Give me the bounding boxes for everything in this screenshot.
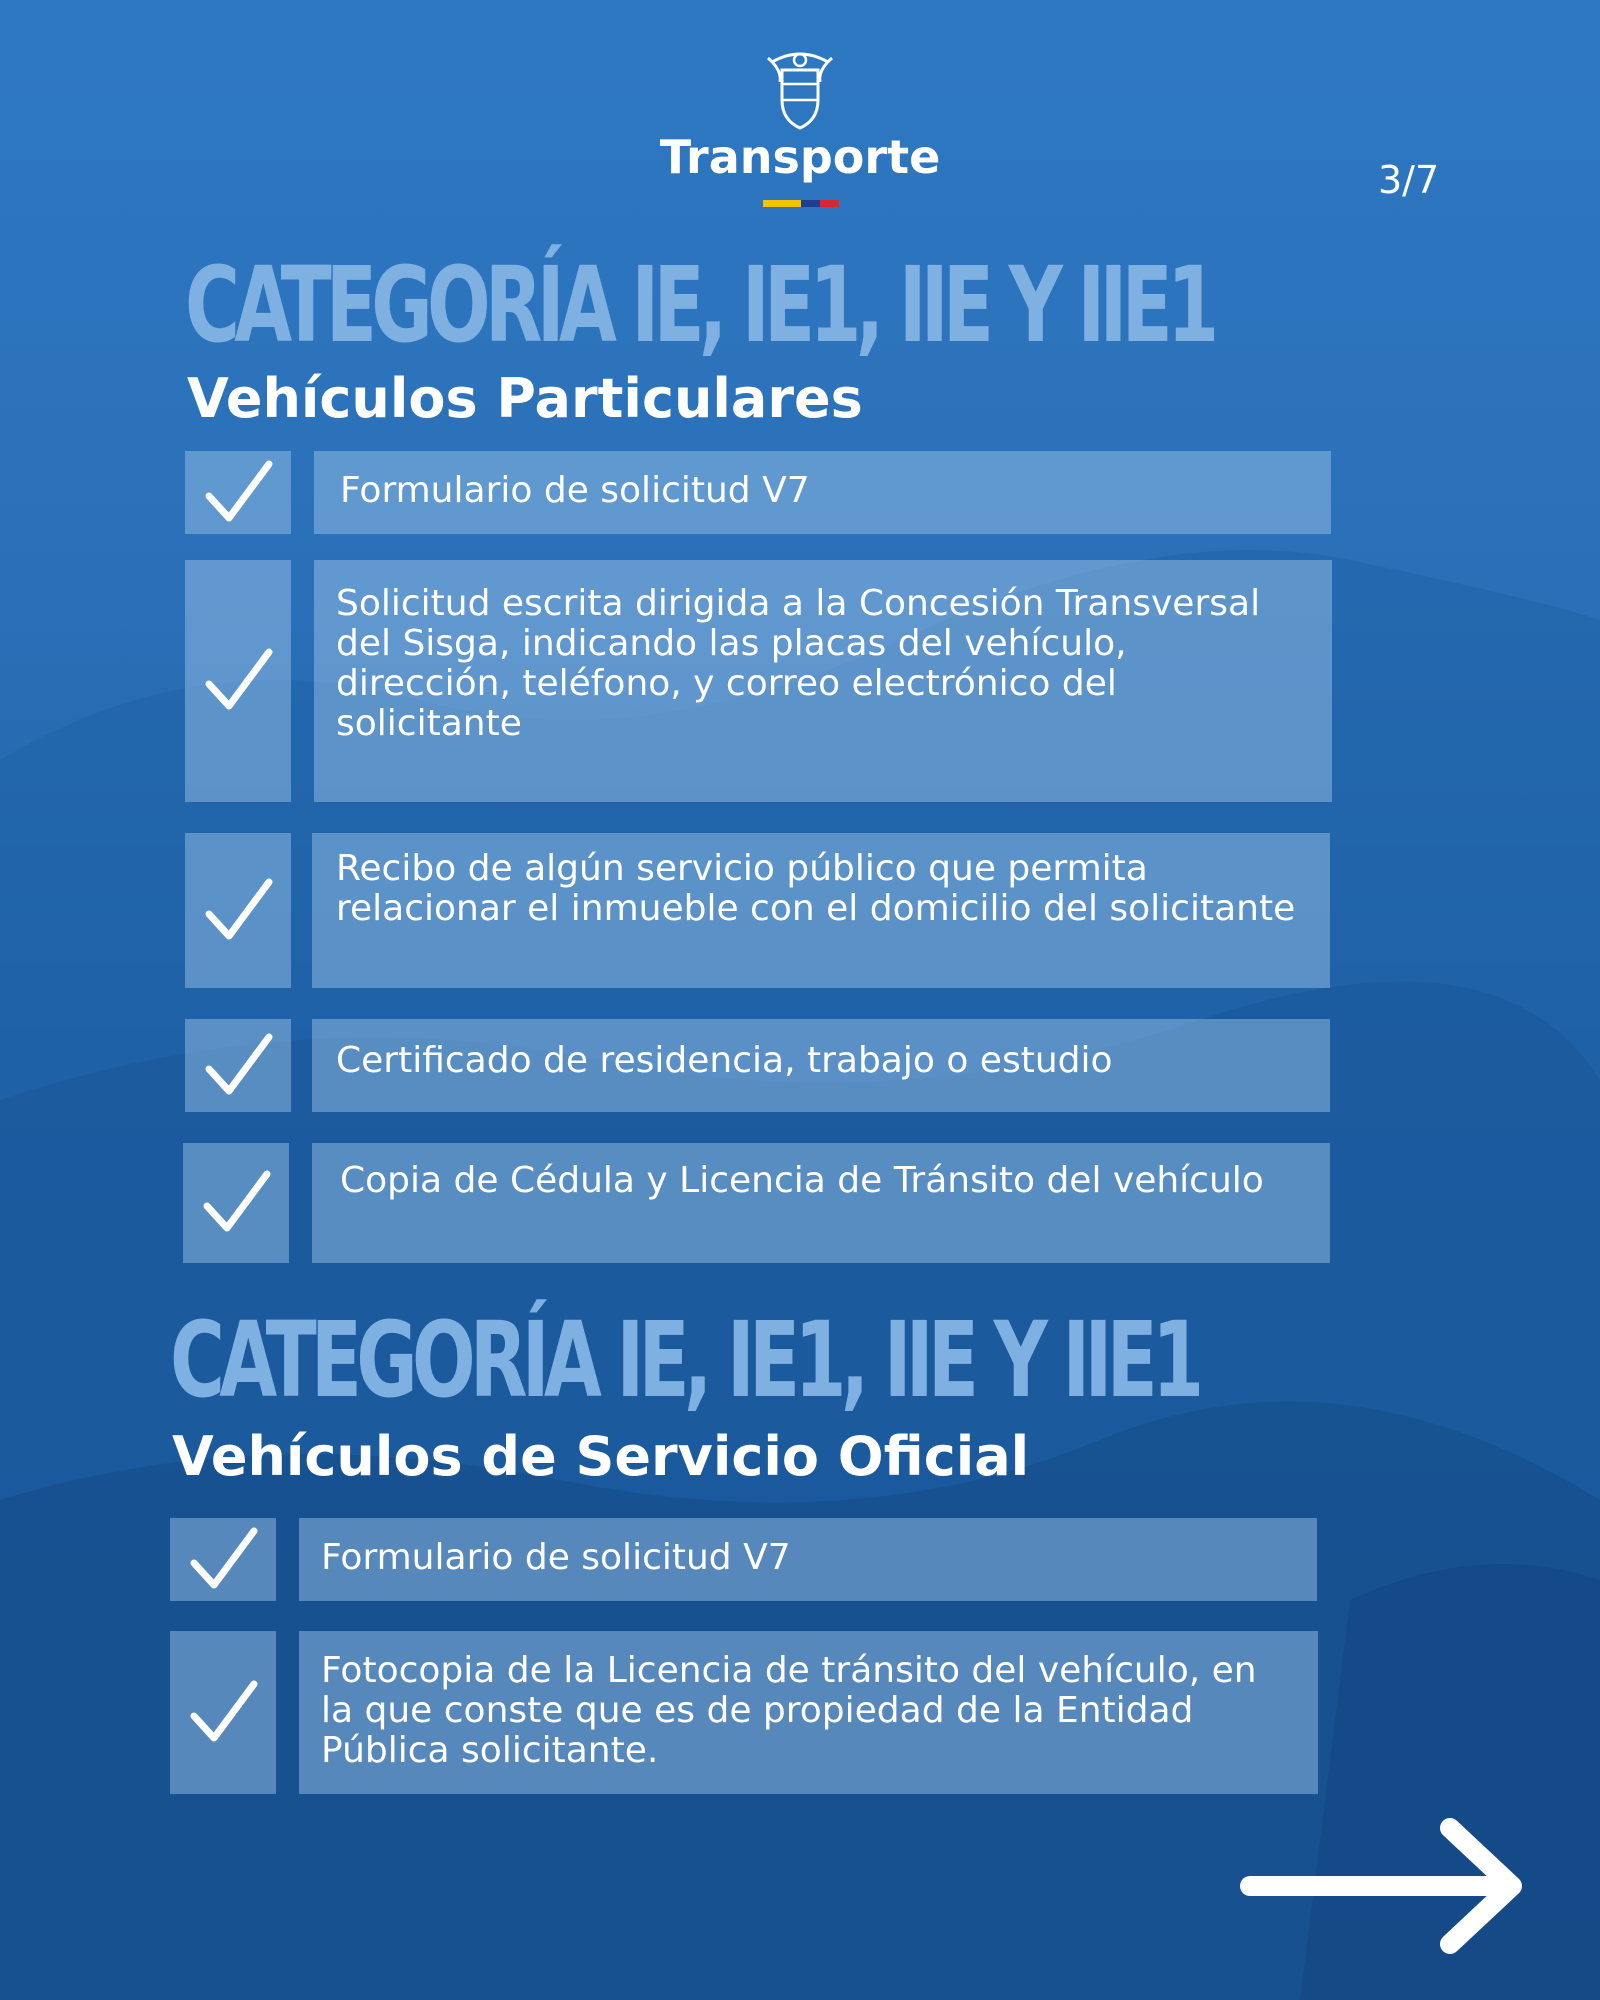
checkmark-icon [199,1166,273,1240]
requirement-text: Copia de Cédula y Licencia de Tránsito del vehículo [340,1160,1264,1201]
section-subtitle: Vehículos de Servicio Oficial [172,1425,1030,1488]
arrow-right-icon[interactable] [1240,1818,1530,1954]
flag-stripe [763,200,839,207]
checkmark-icon [201,644,275,718]
checkmark-icon [201,1029,275,1103]
requirement-text: Formulario de solicitud V7 [321,1537,791,1578]
check-item [183,1143,289,1263]
check-item [185,560,291,802]
category-title: CATEGORÍA IE, IE1, IIE Y IIE1 [170,1299,1199,1421]
requirement-item [299,1518,1317,1601]
check-item [185,451,291,534]
requirement-item [312,1143,1330,1263]
checkmark-icon [201,874,275,948]
checkmark-icon [186,1676,260,1750]
requirement-item [314,451,1331,534]
requirement-item [312,1019,1330,1112]
check-item [170,1518,276,1601]
check-item [170,1631,276,1794]
requirement-text: Formulario de solicitud V7 [340,470,810,511]
requirement-item [312,833,1330,988]
requirement-item [299,1631,1318,1794]
page-indicator: 3/7 [1378,158,1440,202]
requirement-text: Solicitud escrita dirigida a la Concesión Transversal del Sisga, indicando las placas del vehículo, dirección, teléfono, y correo electrónico del solicitante [336,583,1261,744]
checkmark-icon [201,456,275,530]
requirement-item [314,560,1332,802]
section-subtitle: Vehículos Particulares [187,367,863,430]
requirement-text: Fotocopia de la Licencia de tránsito del vehículo, en la que conste que es de propiedad de la Entidad Pública solicitante. [321,1650,1257,1771]
requirement-text: Certificado de residencia, trabajo o estudio [336,1040,1113,1081]
check-item [185,1019,291,1112]
requirement-text: Recibo de algún servicio público que permita relacionar el inmueble con el domicilio del solicitante [336,848,1296,929]
brand-title: Transporte [659,130,941,184]
category-title: CATEGORÍA IE, IE1, IIE Y IIE1 [185,244,1214,366]
check-item [185,833,291,988]
coat-of-arms-icon [762,48,838,132]
checkmark-icon [186,1523,260,1597]
